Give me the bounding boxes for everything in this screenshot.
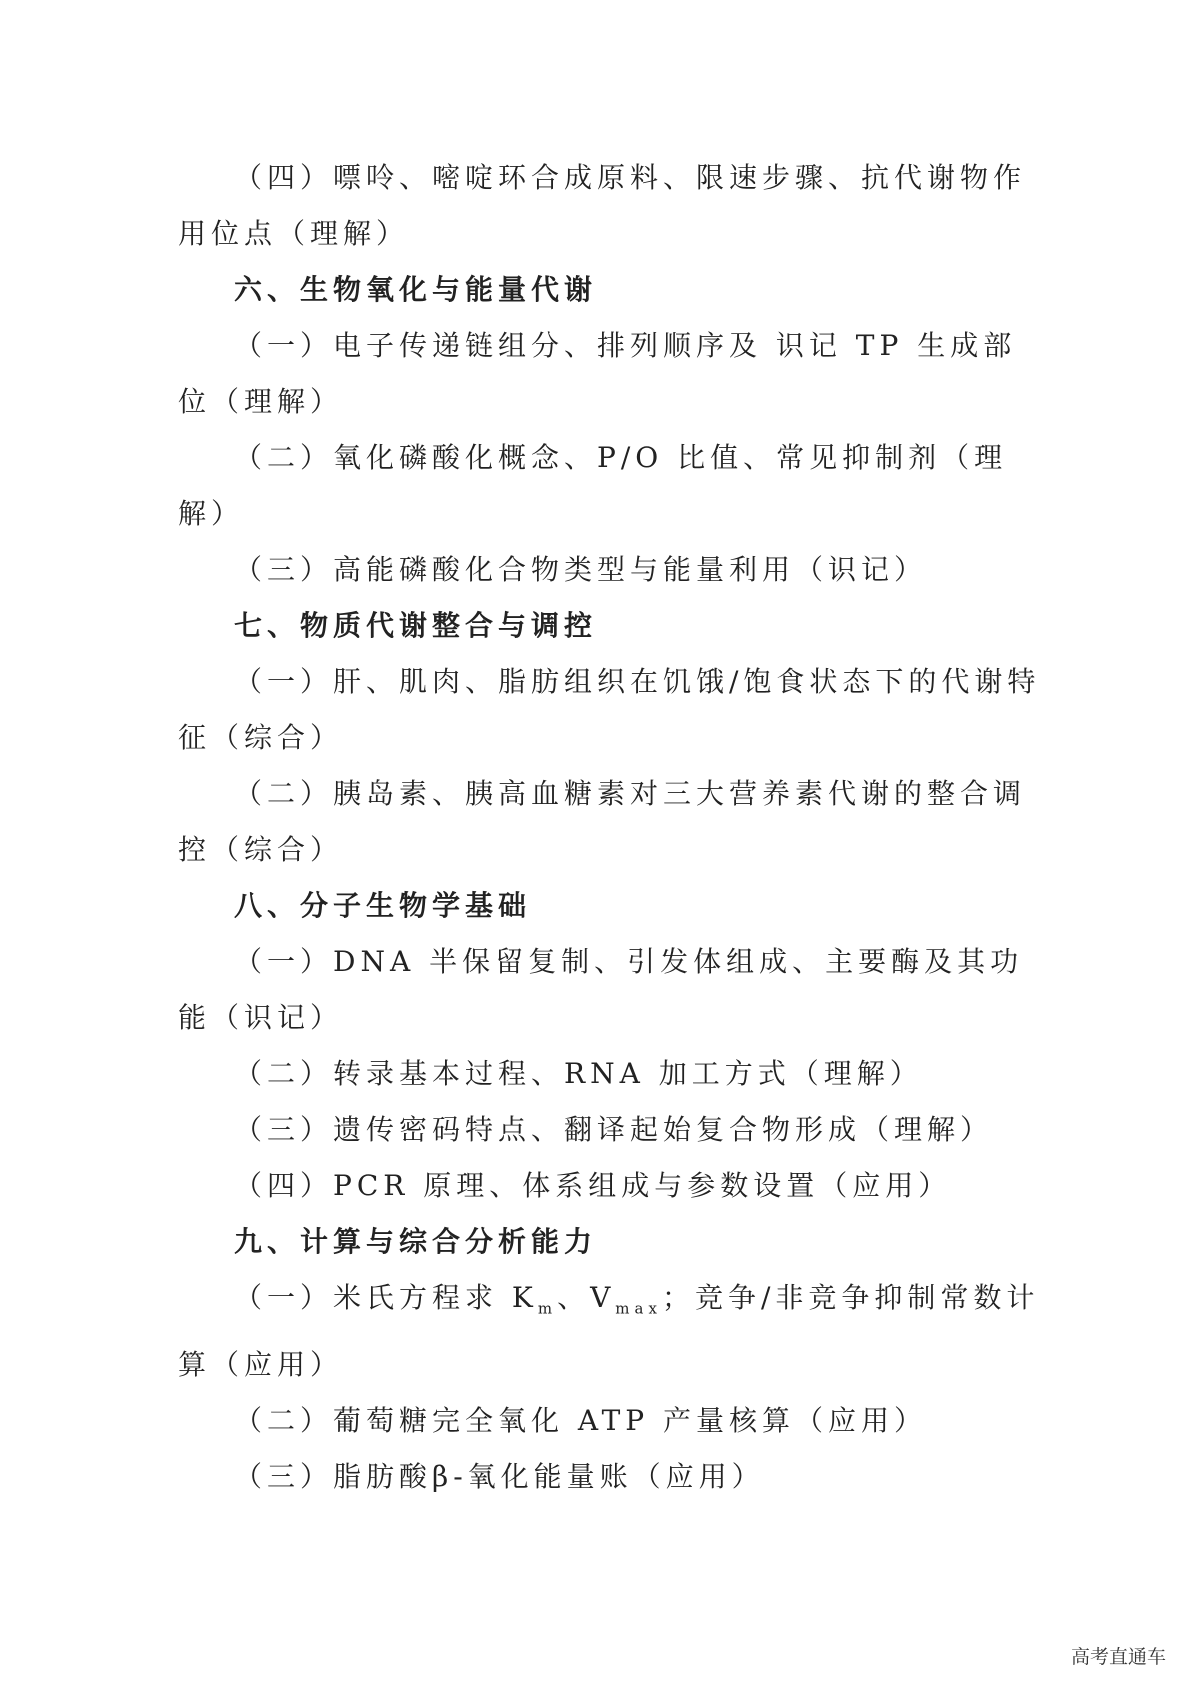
syllabus-item: （二）转录基本过程、RNA 加工方式（理解） [234, 1057, 923, 1090]
section-heading: 九、计算与综合分析能力 [234, 1225, 598, 1258]
syllabus-item: （三）脂肪酸β-氧化能量账（应用） [234, 1459, 765, 1493]
text-run: ；竞争/非竞争抑制常数计算（应用） [178, 1281, 1040, 1381]
section-heading: 八、分子生物学基础 [234, 889, 532, 922]
section-heading: 六、生物氧化与能量代谢 [234, 273, 598, 306]
watermark: 高考直通车 [1070, 1646, 1166, 1668]
syllabus-item: （四）嘌呤、嘧啶环合成原料、限速步骤、抗代谢物作用位点（理解） [178, 161, 1027, 250]
subscript: m [537, 1299, 558, 1318]
syllabus-item: （三）高能磷酸化合物类型与能量利用（识记） [234, 553, 928, 586]
syllabus-item: （三）遗传密码特点、翻译起始复合物形成（理解） [234, 1113, 994, 1146]
syllabus-item: （一）电子传递链组分、排列顺序及 识记 TP 生成部位（理解） [178, 329, 1017, 418]
syllabus-item: （二）葡萄糖完全氧化 ATP 产量核算（应用） [234, 1403, 928, 1437]
document-body [178, 150, 1048, 1505]
syllabus-item: （一）肝、肌肉、脂肪组织在饥饿/饱食状态下的代谢特征（综合） [178, 665, 1041, 754]
subscript: max [615, 1299, 662, 1318]
syllabus-item: （一）DNA 半保留复制、引发体组成、主要酶及其功能（识记） [178, 945, 1024, 1034]
syllabus-item: （二）氧化磷酸化概念、P/O 比值、常见抑制剂（理解） [178, 441, 1008, 530]
syllabus-item: （四）PCR 原理、体系组成与参数设置（应用） [234, 1169, 952, 1202]
section-heading: 七、物质代谢整合与调控 [234, 609, 598, 642]
syllabus-item [178, 1270, 1048, 1393]
text-run: （一）米氏方程求 K [234, 1281, 538, 1314]
syllabus-item: （二）胰岛素、胰高血糖素对三大营养素代谢的整合调控（综合） [178, 777, 1027, 866]
text-run: 、V [557, 1281, 616, 1314]
